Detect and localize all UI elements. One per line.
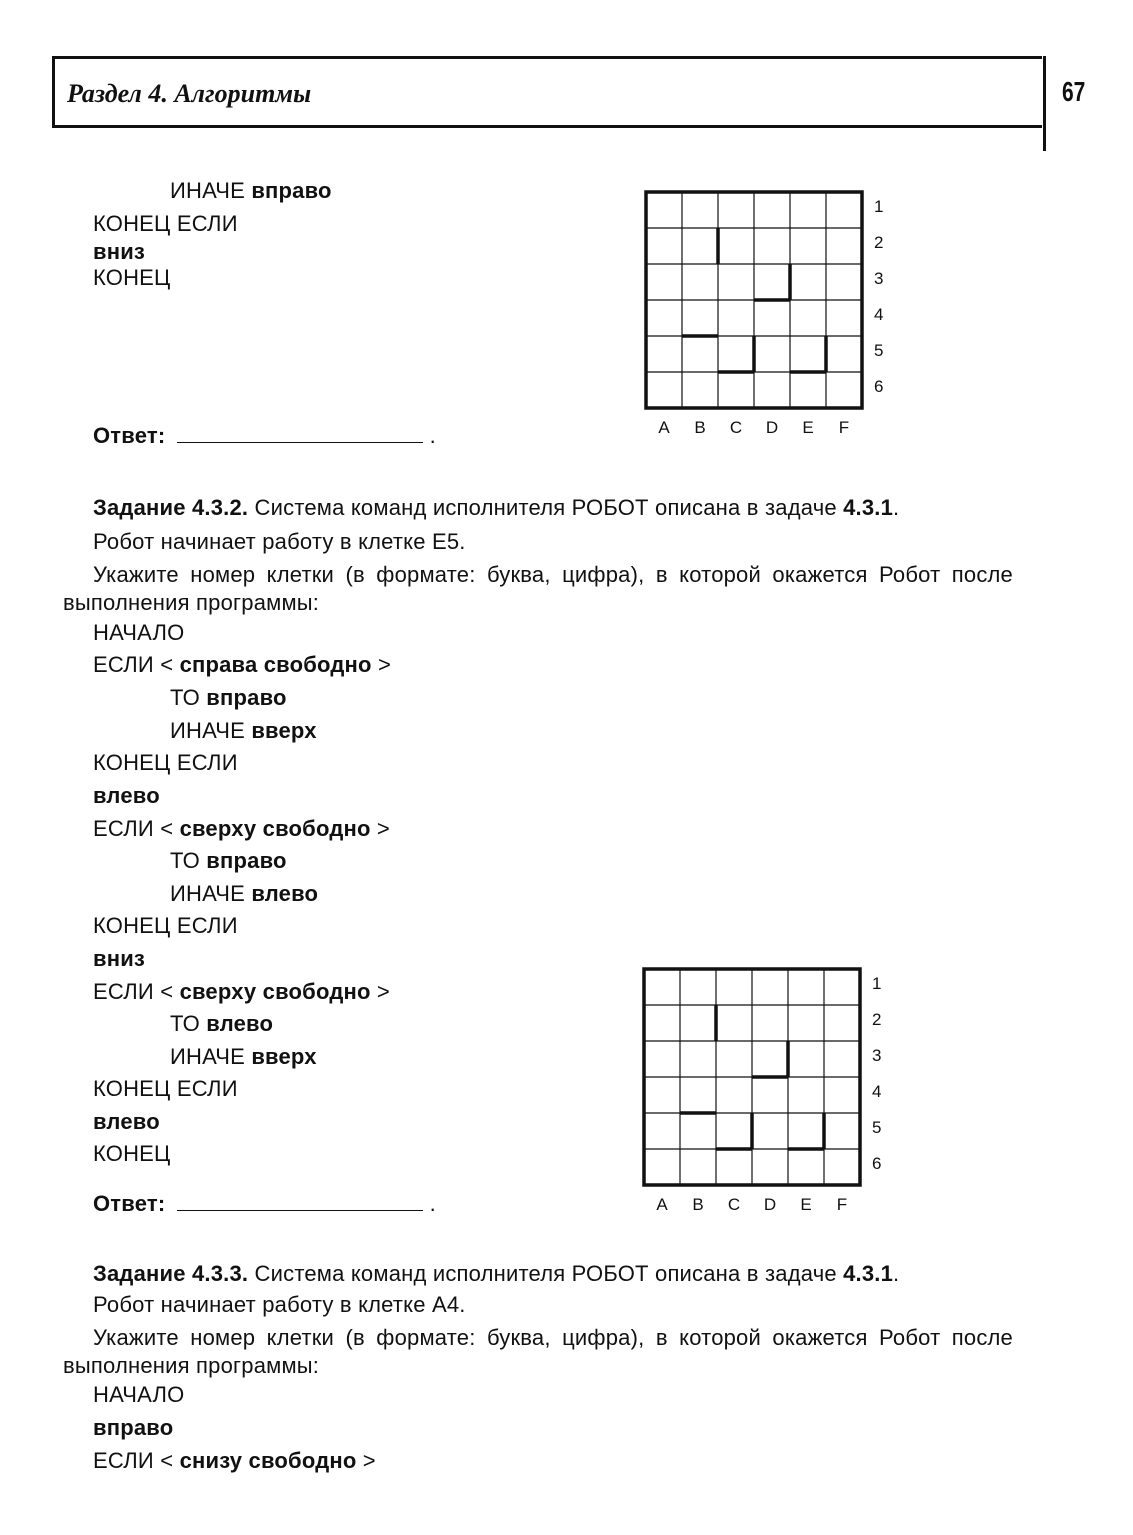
task-heading: Задание 4.3.2. Система команд исполнителя РОБОТ описана в задаче 4.3.1. (93, 495, 900, 520)
row-label: 2 (872, 1010, 882, 1029)
row-label: 6 (874, 377, 884, 396)
row-label: 5 (872, 1118, 882, 1137)
row-label: 1 (874, 197, 884, 216)
program-line: ЕСЛИ < снизу свободно > (93, 1448, 376, 1473)
task-question: Укажите номер клетки (в формате: буква, цифра), в которой окажется Робот после выполнения программы: (63, 562, 1013, 615)
row-label: 5 (874, 341, 884, 360)
column-label: C (727, 1195, 741, 1214)
program-line: вниз (93, 239, 146, 264)
answer-row: Ответ: . (93, 423, 436, 448)
answer-blank[interactable] (177, 1210, 423, 1211)
program-line: ИНАЧЕ вверх (170, 1044, 317, 1069)
program-line: ТО вправо (170, 685, 287, 710)
program-line: ЕСЛИ < справа свободно > (93, 652, 392, 677)
column-label: F (836, 1195, 848, 1214)
answer-row: Ответ: . (93, 1191, 436, 1216)
program-line: вправо (93, 1415, 174, 1440)
row-label: 2 (874, 233, 884, 252)
section-title: Раздел 4. Алгоритмы (67, 79, 312, 108)
column-label: B (694, 418, 706, 437)
program-line: КОНЕЦ (93, 1141, 171, 1166)
program-line: НАЧАЛО (93, 620, 185, 645)
program-line: вниз (93, 946, 146, 971)
column-label: B (692, 1195, 704, 1214)
task-heading: Задание 4.3.3. Система команд исполнителя РОБОТ описана в задаче 4.3.1. (93, 1261, 900, 1286)
program-line: КОНЕЦ ЕСЛИ (93, 1076, 238, 1101)
page-number: 67 (1062, 76, 1086, 107)
program-line: КОНЕЦ ЕСЛИ (93, 211, 238, 236)
program-line: ИНАЧЕ вправо (170, 178, 332, 203)
section-header (52, 56, 1042, 128)
program-line: ИНАЧЕ влево (170, 881, 319, 906)
program-line: НАЧАЛО (93, 1382, 185, 1407)
column-label: F (838, 418, 850, 437)
task-start: Робот начинает работу в клетке E5. (93, 529, 466, 554)
column-label: E (800, 1195, 812, 1214)
program-line: ИНАЧЕ вверх (170, 718, 317, 743)
program-line: ЕСЛИ < сверху свободно > (93, 816, 390, 841)
column-label: A (658, 418, 670, 437)
robot-grid-2 (638, 963, 888, 1215)
row-label: 4 (874, 305, 884, 324)
robot-grid-1 (640, 186, 890, 438)
row-label: 1 (872, 974, 882, 993)
program-line: влево (93, 1109, 160, 1134)
program-line: КОНЕЦ ЕСЛИ (93, 913, 238, 938)
column-label: E (802, 418, 814, 437)
program-line: ЕСЛИ < сверху свободно > (93, 979, 390, 1004)
task-question: Укажите номер клетки (в формате: буква, цифра), в которой окажется Робот после выполнения программы: (63, 1325, 1013, 1378)
task-start: Робот начинает работу в клетке A4. (93, 1292, 466, 1317)
program-line: влево (93, 783, 160, 808)
row-label: 3 (872, 1046, 882, 1065)
program-line: КОНЕЦ ЕСЛИ (93, 750, 238, 775)
answer-blank[interactable] (177, 442, 423, 443)
column-label: C (729, 418, 743, 437)
column-label: A (656, 1195, 668, 1214)
program-line: КОНЕЦ (93, 265, 171, 290)
row-label: 3 (874, 269, 884, 288)
row-label: 4 (872, 1082, 882, 1101)
column-label: D (765, 418, 779, 437)
program-line: ТО вправо (170, 848, 287, 873)
program-line: ТО влево (170, 1011, 274, 1036)
row-label: 6 (872, 1154, 882, 1173)
column-label: D (763, 1195, 777, 1214)
